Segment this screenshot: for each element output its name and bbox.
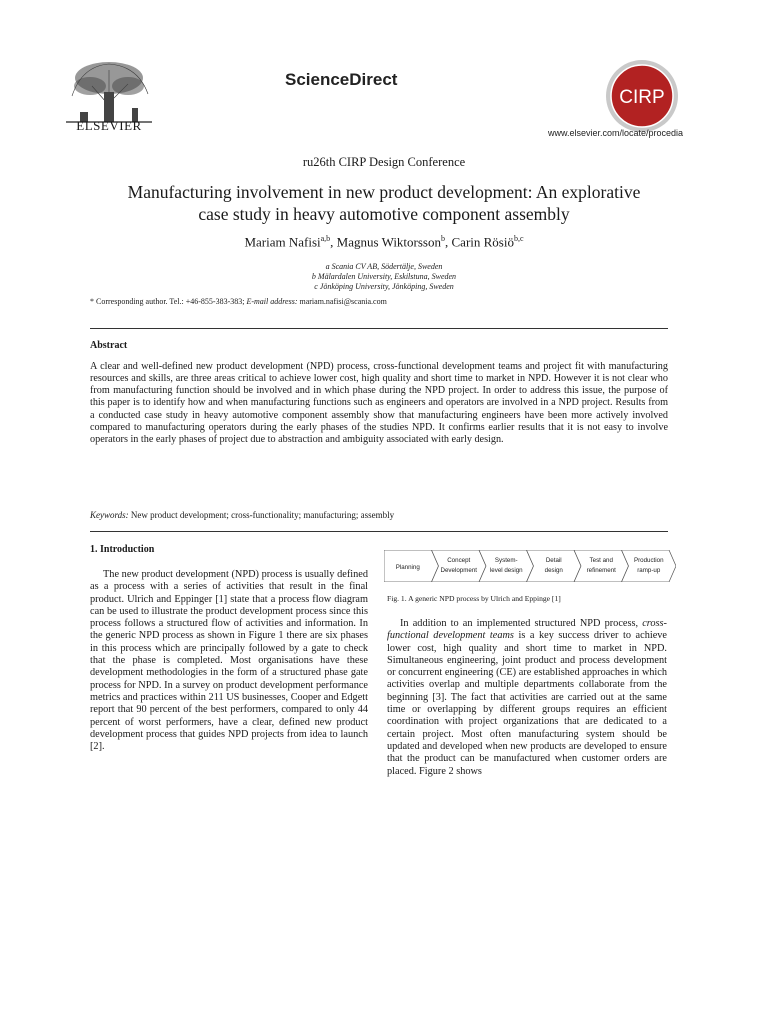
author-name: Magnus Wiktorsson [336, 234, 441, 250]
npd-phase-label: refinement [586, 567, 616, 574]
author-list [0, 234, 768, 250]
author-affiliation-mark: b,c [513, 234, 524, 243]
npd-phase-label: Concept [447, 557, 471, 564]
keywords-label: Keywords: [90, 510, 129, 520]
sciencedirect-wordmark: ScienceDirect [285, 70, 398, 89]
journal-url-link[interactable]: www.elsevier.com/locate/procedia [548, 128, 684, 138]
conference-name: ru26th CIRP Design Conference [302, 155, 466, 169]
npd-phase-label: Planning [395, 564, 420, 571]
email-label: E-mail address: [246, 297, 298, 306]
corresponding-author-prefix: * Corresponding author. Tel.: +46-855-383-383; [90, 297, 247, 306]
npd-phase-label: Development [440, 567, 477, 574]
author-name: Carin Rösiö [451, 234, 514, 250]
affiliation-b: b Mälardalen University, Eskilstuna, Sweden [311, 272, 457, 281]
npd-phase-label: design [544, 567, 563, 574]
npd-phase-chevron [574, 550, 629, 582]
paper-title [80, 181, 688, 225]
author-separator: , [330, 234, 337, 250]
npd-phase-chevron [432, 550, 487, 582]
author-affiliation-mark: a,b [320, 234, 331, 243]
title-line-1: Manufacturing involvement in new product development: An explorative [127, 182, 641, 202]
section-heading-introduction: 1. Introduction [90, 544, 155, 555]
keywords-list: New product development; cross-functionality; manufacturing; assembly [128, 510, 395, 520]
author-separator: , [445, 234, 452, 250]
affiliation-c: c Jönköping University, Jönköping, Sweden [314, 282, 454, 291]
introduction-left-column: The new product development (NPD) process is usually defined as a process with a series of activities that result in the final product. Ulrich and Eppinger [1] state that a process flow diagram can be used to illustrate the product development process since this process follows a structured flow of activities and information. In the generic NPD process as shown in Figure 1 there are six phases in this process which are principally followed by a gate to check that the phase is completed. Most organisations have these development methodologies in the form of a structured phase gate process for NPD. In a survey on product development performance metrics and practices within 211 US businesses, Cooper and Edgett report that 90 percent of the best performers, compared to only 44 percent of worst performers, have a clear, defined new product development process that guides NPD projects from idea to launch [2]. [90, 569, 368, 753]
abstract-heading: Abstract [90, 340, 128, 351]
cirp-logo [604, 58, 680, 134]
npd-phase-chevron [479, 550, 534, 582]
elsevier-wordmark: ELSEVIER [76, 118, 142, 133]
npd-phase-label: System- [494, 557, 518, 564]
right-column-emphasis: cross-functional development teams [387, 618, 667, 642]
introduction-right-column [387, 618, 667, 778]
figure-1-caption: Fig. 1. A generic NPD process by Ulrich and Eppinge [1] [387, 594, 561, 603]
right-column-text-start: In addition to an implemented structured NPD process, [400, 618, 643, 629]
affiliation-a: a Scania CV AB, Södertälje, Sweden [325, 262, 443, 271]
npd-phase-label: ramp-up [637, 567, 661, 574]
npd-phase-label: Test and [589, 557, 613, 564]
author-affiliation-mark: b [441, 234, 445, 243]
npd-phase-label: Detail [545, 557, 562, 564]
npd-phase-label: level design [489, 567, 523, 574]
corresponding-author [90, 297, 387, 306]
title-line-2: case study in heavy automotive component assembly [198, 204, 570, 224]
cirp-logo-text: CIRP [619, 87, 665, 108]
author-name: Mariam Nafisi [244, 234, 321, 250]
npd-phase-label: Production [633, 557, 664, 564]
figure-1-npd-process [384, 550, 676, 582]
divider-top [90, 328, 668, 329]
abstract-text: A clear and well-defined new product development (NPD) process, cross-functional development teams and project fit with manufacturing resources and skills, are three areas critical to achieve lower cost, high quality and short time to market in NPD. However it is not clear who from manufacturing function should be involved and in which phase during the NPD project. In order to address this issue, the purpose of this paper is to identify how and when manufacturing functions such as engineers and operators are involved in a NPD project. Results from a conducted case study in heavy automotive component assembly show that manufacturing engineers have been more actively involved compared to manufacturing operators during the early phases of the studies NPD. It confirms earlier results that it is not easy to involve operators in the early phases of project due to abstraction and ambiguity associated with early design. [90, 361, 668, 445]
email-address[interactable]: mariam.nafisi@scania.com [297, 297, 387, 306]
divider-bottom [90, 531, 668, 532]
keywords [90, 510, 394, 520]
npd-phase-chevron [622, 550, 677, 582]
right-column-text-end: is a key success driver to achieve lower cost, high quality and short time to market in NPD. Simultaneous engineering, joint product and process development or concurrent engineering (CE) are established approaches in which activities overlap and multiple departments collaborate from the beginning [3]. The fact that activities are carried out at the same time or overlapping by different groups requires an efficient coordination with project organizations that are dedicated to a certain project. Most often manufacturing system should be updated and developed when new products are developed to ensure that the product can be manufactured when customer orders are placed. Figure 2 shows [387, 630, 667, 777]
npd-phase-chevron [527, 550, 582, 582]
